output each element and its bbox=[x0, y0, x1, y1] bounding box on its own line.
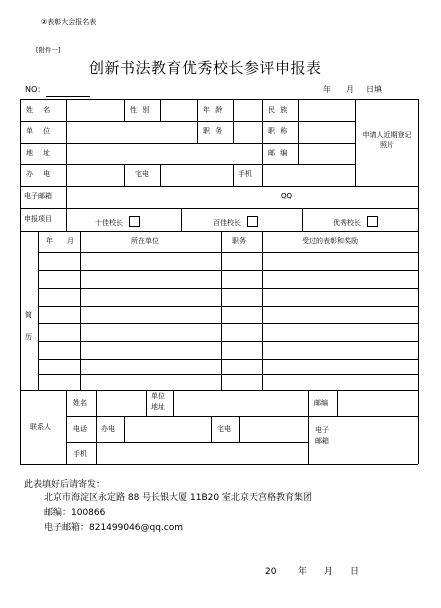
unit-label: 单 位 bbox=[26, 127, 51, 135]
contact-name-label: 姓名 bbox=[73, 399, 87, 407]
gender-label: 性 别 bbox=[130, 106, 150, 114]
contact-unit-address-label: 单位地址 bbox=[151, 392, 165, 411]
no-underline bbox=[46, 96, 90, 97]
option-excellent-label: 优秀校长 bbox=[333, 219, 361, 227]
sign-date-year: 年 bbox=[298, 567, 308, 577]
position-label: 职 务 bbox=[203, 127, 223, 135]
send-to-label: 此表填好后请寄发： bbox=[24, 480, 106, 490]
mail-postcode: 邮编：100866 bbox=[44, 508, 106, 518]
top100-checkbox[interactable] bbox=[247, 216, 258, 227]
sign-date-day: 日 bbox=[350, 567, 360, 577]
option-top10-label: 十佳校长 bbox=[95, 219, 123, 227]
page-title: 创新书法教育优秀校长参评申报表 bbox=[89, 59, 322, 77]
mail-email: 电子邮箱：821499046@qq.com bbox=[44, 523, 184, 533]
option-top10[interactable] bbox=[95, 216, 140, 227]
option-excellent[interactable] bbox=[333, 216, 378, 227]
name-label: 姓 名 bbox=[26, 106, 51, 114]
form-note: ②表彰大会报名表 bbox=[41, 18, 97, 26]
ethnicity-label: 民 族 bbox=[268, 106, 288, 114]
age-label: 年 龄 bbox=[203, 106, 223, 114]
date-month: 月 bbox=[346, 85, 354, 94]
contact-phone-label: 电话 bbox=[73, 425, 87, 433]
home-phone-label: 宅电 bbox=[135, 170, 149, 178]
apply-item-label: 申报项目 bbox=[24, 215, 52, 223]
address-label: 地 址 bbox=[26, 149, 51, 157]
qq-label: QQ bbox=[281, 192, 293, 200]
contact-postcode-label: 邮编 bbox=[314, 399, 328, 407]
date-year: 年 bbox=[323, 85, 331, 94]
sign-date-20: 20 bbox=[265, 567, 277, 577]
contact-office-phone-label: 办电 bbox=[101, 425, 115, 433]
contact-email-label: 电子邮箱 bbox=[315, 426, 329, 445]
title-label: 职 称 bbox=[268, 127, 288, 135]
resume-col-year: 年 bbox=[46, 237, 53, 245]
resume-col-awards: 受过的表彰和奖励 bbox=[302, 237, 358, 245]
option-top100-label: 百佳校长 bbox=[213, 219, 241, 227]
resume-label: 简历 bbox=[25, 311, 32, 341]
date-fill: 日填 bbox=[366, 85, 382, 94]
mobile-label: 手机 bbox=[238, 170, 252, 178]
email-label: 电子邮箱 bbox=[24, 192, 52, 200]
resume-col-position: 职务 bbox=[232, 237, 246, 245]
postcode-label: 邮 编 bbox=[268, 149, 288, 157]
photo-placeholder: 申请人近期登记照片 bbox=[362, 131, 412, 149]
sign-date-month: 月 bbox=[324, 567, 334, 577]
mail-address: 北京市海淀区永定路 88 号长银大厦 11B20 室北京天宫格教育集团 bbox=[44, 493, 312, 503]
resume-col-unit: 所在单位 bbox=[131, 237, 159, 245]
contact-label: 联系人 bbox=[30, 423, 51, 431]
contact-home-phone-label: 宅电 bbox=[217, 425, 231, 433]
no-label: NO： bbox=[25, 85, 46, 94]
resume-col-month: 月 bbox=[67, 237, 74, 245]
contact-mobile-label: 手机 bbox=[73, 450, 87, 458]
excellent-checkbox[interactable] bbox=[367, 216, 378, 227]
office-phone-label: 办 电 bbox=[26, 170, 51, 178]
top10-checkbox[interactable] bbox=[129, 216, 140, 227]
option-top100[interactable] bbox=[213, 216, 258, 227]
attachment-label: [附件一] bbox=[36, 46, 61, 54]
